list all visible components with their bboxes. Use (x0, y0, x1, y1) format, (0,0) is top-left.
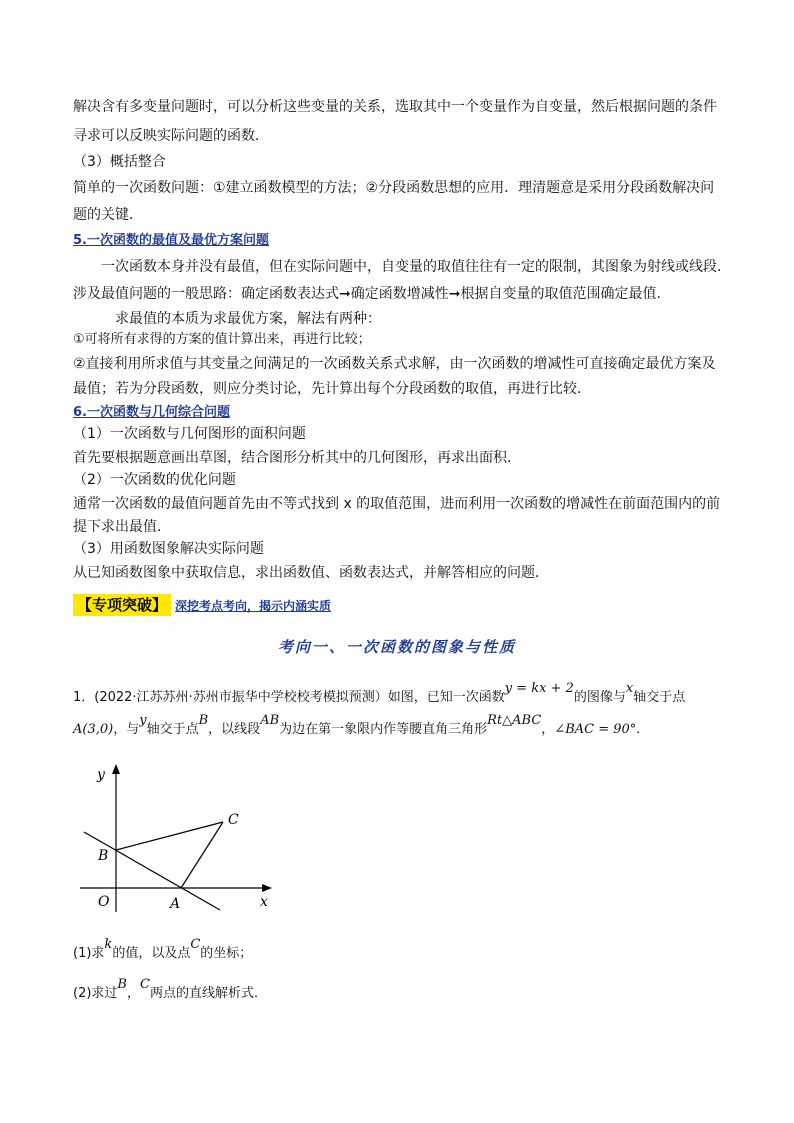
point-A: A(3,0) (73, 722, 114, 737)
section-title-5: 5.一次函数的最值及最优方案问题 (73, 233, 269, 248)
text-line: 涉及最值问题的一般思路：确定函数表达式➞确定函数增减性➞根据自变量的取值范围确定最值. (73, 286, 661, 302)
triangle-label: Rt△ABC (487, 713, 542, 728)
var-k: k (104, 937, 113, 952)
problem-text: 1．(2022·江苏苏州·苏州市振华中学校校考模拟预测）如图，已知一次函数 (73, 690, 505, 705)
var-x: x (625, 681, 634, 696)
text-line: 通常一次函数的最值问题首先由不等式找到 x 的取值范围，进而利用一次函数的增减性在前面范围内的前 (73, 496, 721, 512)
question-text: (1)求 (73, 946, 105, 961)
question-text: 的坐标； (200, 946, 253, 961)
subheading: （2）一次函数的优化问题 (73, 472, 236, 488)
banner-label: 【专项突破】 (73, 594, 171, 616)
label-C: C (228, 812, 239, 828)
special-breakthrough-banner (73, 594, 331, 616)
section-title-6: 6.一次函数与几何综合问题 (73, 405, 230, 420)
banner-subtitle: 深挖考点考向，揭示内涵实质 (175, 598, 332, 613)
question-1 (73, 937, 734, 964)
var-y: y (139, 713, 147, 728)
text-line: 题的关键． (73, 207, 143, 223)
text-line: 寻求可以反映实际问题的函数． (73, 128, 269, 144)
text-line: 简单的一次函数问题：①建立函数模型的方法；②分段函数思想的应用．理清题意是采用分段函数解决问 (73, 180, 715, 196)
angle-label: ∠BAC = 90° (554, 722, 637, 737)
problem-line-1 (73, 681, 734, 708)
text-line: 从已知函数图象中获取信息，求出函数值、函数表达式，并解答相应的问题． (73, 565, 549, 581)
text-line: ①可将所有求得的方案的值计算出来，再进行比较； (73, 332, 371, 347)
label-y: y (97, 767, 105, 783)
question-text: 的值，以及点 (112, 946, 191, 961)
text-line: 一次函数本身并没有最值，但在实际问题中，自变量的取值往往有一定的限制，其图象为射线或线段. (73, 259, 722, 275)
point-C: C (190, 937, 201, 952)
y-axis-arrow (112, 764, 120, 774)
problem-text: 轴交于点 (146, 722, 199, 737)
problem-text: 为边在第一象限内作等腰直角三角形 (279, 722, 488, 737)
point-B: B (198, 713, 209, 728)
problem-text: ，与 (113, 722, 140, 737)
problem-text: ，以线段 (208, 722, 261, 737)
question-2 (73, 977, 734, 1004)
text-line: ②直接利用所求值与其变量之间满足的一次函数关系式求解，由一次函数的增减性可直接确定最优方案及 (73, 356, 716, 372)
question-text: 两点的直线解析式． (149, 986, 267, 1001)
text-line: 解决含有多变量问题时，可以分析这些变量的关系，选取其中一个变量作为自变量，然后根据问题的条件 (73, 99, 717, 115)
label-B: B (98, 848, 109, 864)
text-line: 最值；若为分段函数，则应分类讨论，先计算出每个分段函数的取值，再进行比较． (73, 381, 591, 397)
label-A: A (170, 896, 181, 912)
problem-text: 的图像与 (573, 690, 626, 705)
point-C: C (140, 977, 150, 992)
x-axis-arrow (262, 884, 272, 892)
text-line: 首先要根据题意画出草图，结合图形分析其中的几何图形，再求出面积． (73, 450, 521, 466)
question-text: (2)求过 (73, 986, 118, 1001)
segment-AB: AB (260, 713, 280, 728)
topic-title: 考向一、一次函数的图象与性质 (277, 638, 516, 656)
text-line: 求最值的本质为求最优方案，解法有两种： (73, 311, 381, 327)
question-text: ， (126, 986, 140, 1001)
equation: y = kx + 2 (504, 681, 574, 696)
segment-BC (116, 822, 223, 850)
subheading: （3）用函数图象解决实际问题 (73, 541, 264, 557)
label-x: x (260, 894, 268, 910)
text-line: 提下求出最值． (73, 519, 171, 535)
subheading: （3）概括整合 (73, 154, 166, 170)
problem-text: 轴交于点 (633, 690, 686, 705)
problem-text: ． (636, 722, 650, 737)
geometry-figure (80, 762, 280, 922)
problem-text: ， (541, 722, 555, 737)
problem-line-2 (73, 713, 734, 740)
point-B: B (117, 977, 127, 992)
label-O: O (98, 894, 110, 910)
subheading: （1）一次函数与几何图形的面积问题 (73, 426, 306, 442)
